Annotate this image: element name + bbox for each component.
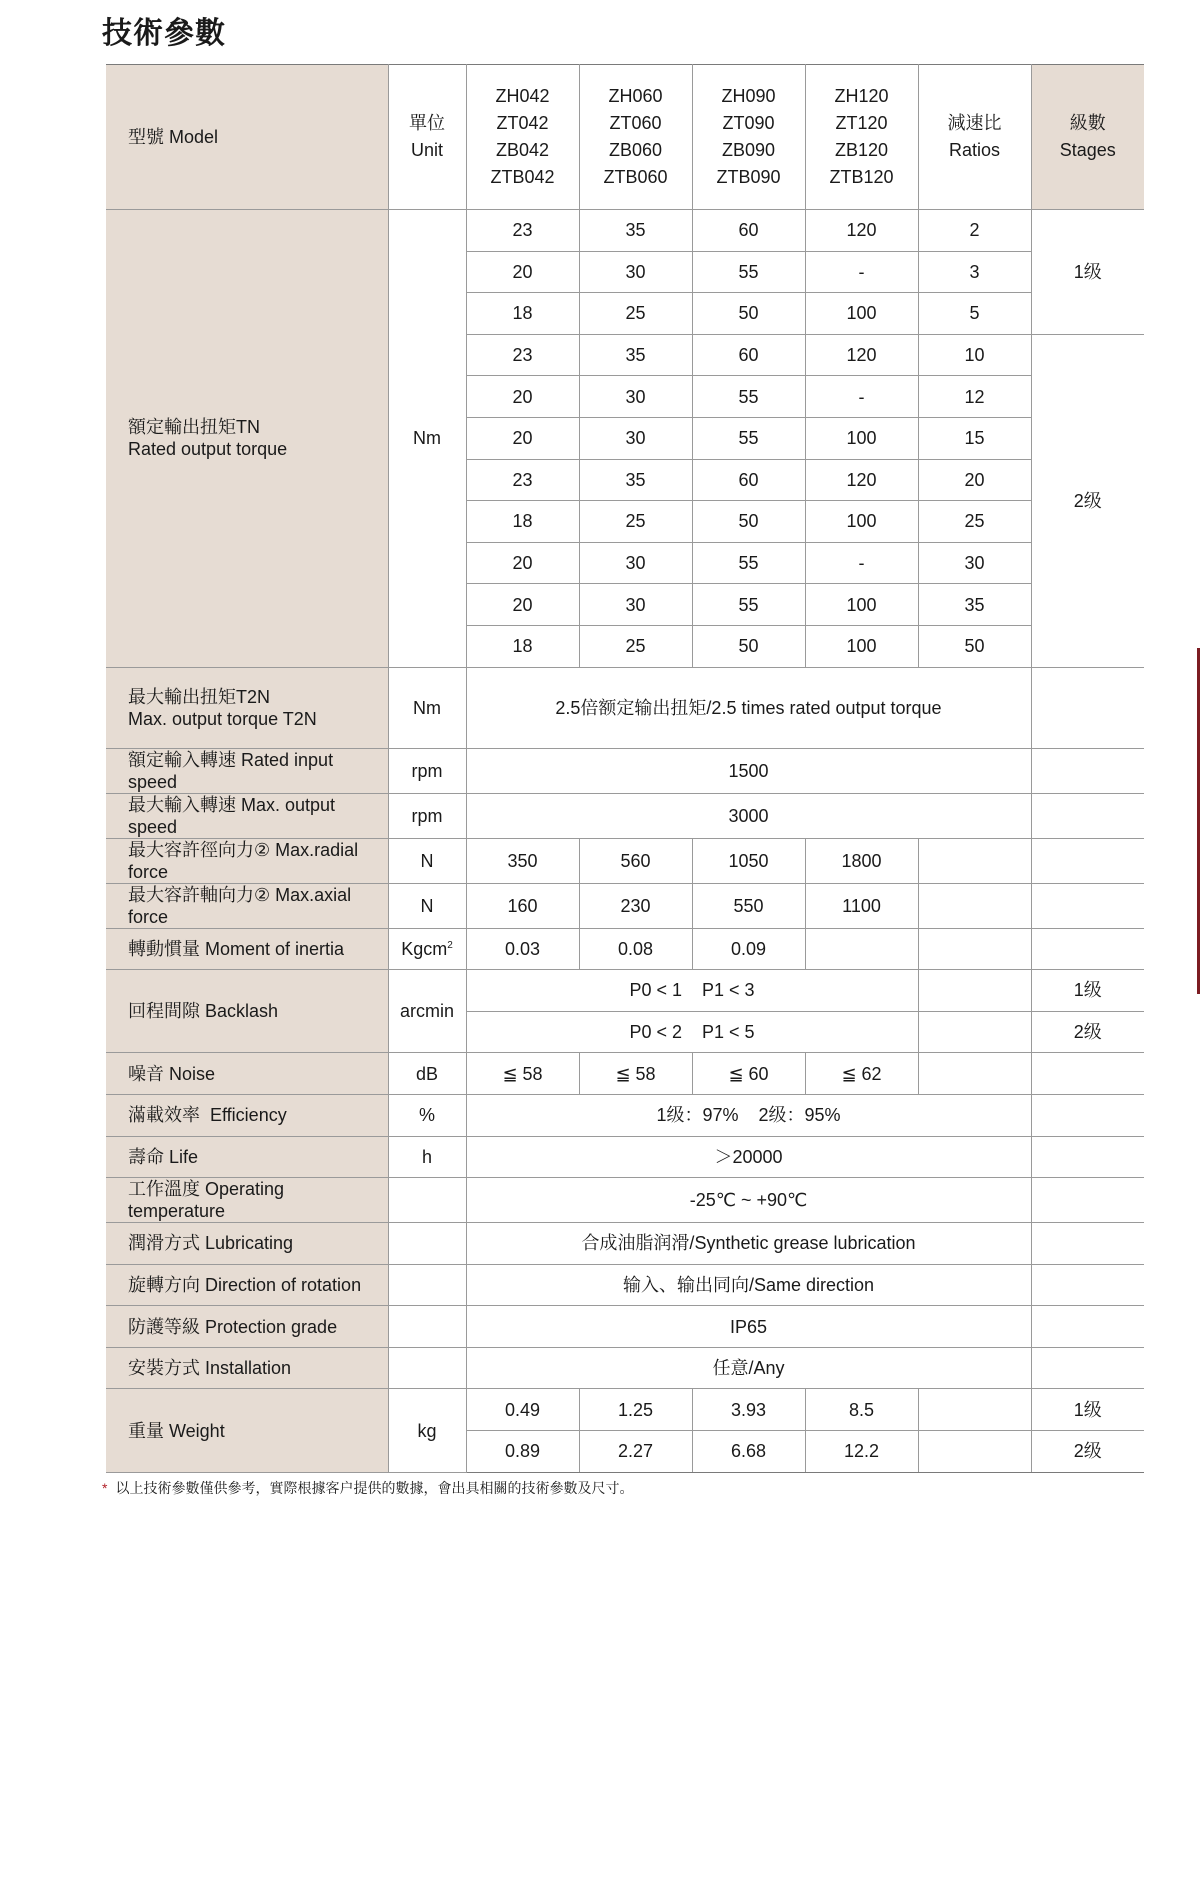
table-cell: 30 — [579, 542, 692, 584]
ratio-cell: 12 — [918, 376, 1031, 418]
footnote — [102, 1478, 633, 1498]
table-row — [106, 928, 1144, 970]
stage-cell: 1级 — [1031, 1389, 1144, 1431]
temperature-label: 工作溫度 Operating temperature — [106, 1178, 388, 1223]
empty-cell — [918, 970, 1031, 1012]
ratio-cell: 25 — [918, 501, 1031, 543]
footnote-text: 以上技術參數僅供參考，實際根據客户提供的數據，會出具相關的技術參數及尺寸。 — [115, 1480, 634, 1496]
table-cell: 0.49 — [466, 1389, 579, 1431]
installation-value: 任意/Any — [466, 1347, 1031, 1389]
model-header-120: ZH120 ZT120 ZB120 ZTB120 — [805, 65, 918, 210]
table-cell: 20 — [466, 417, 579, 459]
empty-cell — [918, 883, 1031, 928]
table-cell: 30 — [579, 376, 692, 418]
empty-cell — [1031, 1053, 1144, 1095]
inertia-unit — [388, 928, 466, 970]
table-cell: 6.68 — [692, 1431, 805, 1473]
empty-cell — [805, 928, 918, 970]
table-row — [106, 1389, 1144, 1431]
table-cell: - — [805, 542, 918, 584]
table-row — [106, 748, 1144, 793]
table-row — [106, 883, 1144, 928]
lubrication-value: 合成油脂润滑/Synthetic grease lubrication — [466, 1223, 1031, 1265]
temperature-value: -25℃ ~ +90℃ — [466, 1178, 1031, 1223]
empty-cell — [1031, 748, 1144, 793]
table-cell: - — [805, 376, 918, 418]
empty-cell — [1031, 667, 1144, 748]
empty-cell — [388, 1178, 466, 1223]
table-row — [106, 1264, 1144, 1306]
table-cell: 25 — [579, 625, 692, 667]
noise-unit: dB — [388, 1053, 466, 1095]
table-cell: 50 — [692, 501, 805, 543]
table-cell: 350 — [466, 838, 579, 883]
footnote-mark: * — [102, 1480, 108, 1496]
table-cell: 18 — [466, 625, 579, 667]
empty-cell — [918, 928, 1031, 970]
empty-cell — [388, 1347, 466, 1389]
ratio-header: 減速比 Ratios — [918, 65, 1031, 210]
empty-cell — [1031, 1178, 1144, 1223]
empty-cell — [388, 1223, 466, 1265]
table-row — [106, 1136, 1144, 1178]
table-row — [106, 667, 1144, 748]
table-cell: 60 — [692, 334, 805, 376]
stage-cell: 1级 — [1031, 970, 1144, 1012]
empty-cell — [918, 1011, 1031, 1053]
max-input-speed-value: 3000 — [466, 793, 1031, 838]
table-cell: 20 — [466, 584, 579, 626]
table-cell: 12.2 — [805, 1431, 918, 1473]
table-row — [106, 1094, 1144, 1136]
table-cell: 1050 — [692, 838, 805, 883]
empty-cell — [918, 1389, 1031, 1431]
table-cell: 23 — [466, 334, 579, 376]
table-row — [106, 838, 1144, 883]
stage-cell: 2级 — [1031, 1431, 1144, 1473]
backlash-unit: arcmin — [388, 970, 466, 1053]
table-cell: 120 — [805, 334, 918, 376]
table-cell: 560 — [579, 838, 692, 883]
empty-cell — [918, 1053, 1031, 1095]
stage-cell: 2级 — [1031, 334, 1144, 667]
table-row — [106, 210, 1144, 252]
efficiency-label: 滿載效率 Efficiency — [106, 1094, 388, 1136]
table-cell: 120 — [805, 459, 918, 501]
backlash-value-2 — [466, 1011, 918, 1053]
table-cell: 20 — [466, 542, 579, 584]
table-cell: 1.25 — [579, 1389, 692, 1431]
backlash-p1: P1 < 3 — [702, 980, 755, 1001]
stage-cell: 1级 — [1031, 210, 1144, 335]
empty-cell — [1031, 1094, 1144, 1136]
rated-input-speed-unit: rpm — [388, 748, 466, 793]
empty-cell — [1031, 1223, 1144, 1265]
empty-cell — [1031, 928, 1144, 970]
table-cell: 0.09 — [692, 928, 805, 970]
weight-unit: kg — [388, 1389, 466, 1472]
table-cell: 23 — [466, 210, 579, 252]
life-unit: h — [388, 1136, 466, 1178]
max-torque-value: 2.5倍额定输出扭矩/2.5 times rated output torque — [466, 667, 1031, 748]
table-cell: 100 — [805, 501, 918, 543]
ratio-cell: 30 — [918, 542, 1031, 584]
model-header-060: ZH060 ZT060 ZB060 ZTB060 — [579, 65, 692, 210]
model-header-090: ZH090 ZT090 ZB090 ZTB090 — [692, 65, 805, 210]
table-cell: 550 — [692, 883, 805, 928]
empty-cell — [1031, 1264, 1144, 1306]
max-torque-label: 最大輸出扭矩T2N Max. output torque T2N — [106, 667, 388, 748]
inertia-unit-text: Kgcm — [401, 938, 448, 959]
empty-cell — [1031, 838, 1144, 883]
rated-input-speed-label: 額定輸入轉速 Rated input speed — [106, 748, 388, 793]
table-row — [106, 793, 1144, 838]
table-cell: 55 — [692, 584, 805, 626]
radial-force-unit: N — [388, 838, 466, 883]
table-cell: 25 — [579, 293, 692, 335]
table-cell: 230 — [579, 883, 692, 928]
table-cell: 55 — [692, 542, 805, 584]
table-cell: 55 — [692, 251, 805, 293]
life-value: ＞20000 — [466, 1136, 1031, 1178]
max-input-speed-unit: rpm — [388, 793, 466, 838]
table-cell: 3.93 — [692, 1389, 805, 1431]
table-cell: 35 — [579, 210, 692, 252]
table-cell: 30 — [579, 417, 692, 459]
table-cell: 20 — [466, 251, 579, 293]
table-cell: 100 — [805, 293, 918, 335]
empty-cell — [1031, 1136, 1144, 1178]
noise-label: 噪音 Noise — [106, 1053, 388, 1095]
empty-cell — [1031, 883, 1144, 928]
table-cell: 20 — [466, 376, 579, 418]
table-cell: 100 — [805, 584, 918, 626]
empty-cell — [1031, 793, 1144, 838]
protection-label: 防護等級 Protection grade — [106, 1306, 388, 1348]
table-cell: 8.5 — [805, 1389, 918, 1431]
model-header-042: ZH042 ZT042 ZB042 ZTB042 — [466, 65, 579, 210]
unit-header: 單位 Unit — [388, 65, 466, 210]
table-cell: 30 — [579, 584, 692, 626]
rated-torque-label: 額定輸出扭矩TN Rated output torque — [106, 210, 388, 668]
table-cell: - — [805, 251, 918, 293]
table-cell: 35 — [579, 459, 692, 501]
table-cell: 30 — [579, 251, 692, 293]
table-cell: 35 — [579, 334, 692, 376]
table-row — [106, 1053, 1144, 1095]
backlash-label: 回程間隙 Backlash — [106, 970, 388, 1053]
table-cell: ≦ 58 — [466, 1053, 579, 1095]
table-row — [106, 970, 1144, 1012]
ratio-cell: 15 — [918, 417, 1031, 459]
table-cell: ≦ 62 — [805, 1053, 918, 1095]
table-row — [106, 1178, 1144, 1223]
table-cell: 18 — [466, 293, 579, 335]
table-cell: 1100 — [805, 883, 918, 928]
ratio-cell: 50 — [918, 625, 1031, 667]
table-cell: 0.89 — [466, 1431, 579, 1473]
max-torque-unit: Nm — [388, 667, 466, 748]
table-cell: 120 — [805, 210, 918, 252]
rotation-value: 输入、输出同向/Same direction — [466, 1264, 1031, 1306]
rotation-label: 旋轉方向 Direction of rotation — [106, 1264, 388, 1306]
ratio-cell: 10 — [918, 334, 1031, 376]
inertia-unit-sup: 2 — [447, 939, 453, 951]
life-label: 壽命 Life — [106, 1136, 388, 1178]
empty-cell — [1031, 1347, 1144, 1389]
efficiency-value: 1级：97% 2级：95% — [466, 1094, 1031, 1136]
ratio-cell: 20 — [918, 459, 1031, 501]
lubrication-label: 潤滑方式 Lubricating — [106, 1223, 388, 1265]
table-cell: 55 — [692, 417, 805, 459]
table-cell: 100 — [805, 417, 918, 459]
protection-value: IP65 — [466, 1306, 1031, 1348]
empty-cell — [388, 1306, 466, 1348]
ratio-cell: 35 — [918, 584, 1031, 626]
backlash-p0: P0 < 1 — [629, 980, 682, 1001]
installation-label: 安裝方式 Installation — [106, 1347, 388, 1389]
table-cell: 0.03 — [466, 928, 579, 970]
table-cell: ≦ 58 — [579, 1053, 692, 1095]
ratio-cell: 5 — [918, 293, 1031, 335]
table-row — [106, 1306, 1144, 1348]
weight-label: 重量 Weight — [106, 1389, 388, 1472]
empty-cell — [918, 838, 1031, 883]
backlash-p0: P0 < 2 — [629, 1022, 682, 1043]
table-cell: 2.27 — [579, 1431, 692, 1473]
ratio-cell: 2 — [918, 210, 1031, 252]
table-cell: 50 — [692, 293, 805, 335]
page-title: 技術參數 — [102, 17, 226, 50]
empty-cell — [918, 1431, 1031, 1473]
backlash-p1: P1 < 5 — [702, 1022, 755, 1043]
table-cell: 160 — [466, 883, 579, 928]
rated-torque-unit: Nm — [388, 210, 466, 668]
table-cell: ≦ 60 — [692, 1053, 805, 1095]
table-cell: 25 — [579, 501, 692, 543]
table-cell: 60 — [692, 459, 805, 501]
table-row — [106, 1347, 1144, 1389]
table-row — [106, 1223, 1144, 1265]
ratio-cell: 3 — [918, 251, 1031, 293]
stage-cell: 2级 — [1031, 1011, 1144, 1053]
empty-cell — [1031, 1306, 1144, 1348]
rated-input-speed-value: 1500 — [466, 748, 1031, 793]
spec-table — [106, 64, 1144, 1473]
table-cell: 18 — [466, 501, 579, 543]
max-input-speed-label: 最大輸入轉速 Max. output speed — [106, 793, 388, 838]
backlash-value-1 — [466, 970, 918, 1012]
table-cell: 100 — [805, 625, 918, 667]
radial-force-label: 最大容許徑向力② Max.radial force — [106, 838, 388, 883]
header-row — [106, 65, 1144, 210]
table-cell: 0.08 — [579, 928, 692, 970]
stage-header: 級數 Stages — [1031, 65, 1144, 210]
axial-force-unit: N — [388, 883, 466, 928]
model-header: 型號 Model — [106, 65, 388, 210]
table-cell: 50 — [692, 625, 805, 667]
table-cell: 60 — [692, 210, 805, 252]
table-cell: 1800 — [805, 838, 918, 883]
empty-cell — [388, 1264, 466, 1306]
axial-force-label: 最大容許軸向力② Max.axial force — [106, 883, 388, 928]
inertia-label: 轉動慣量 Moment of inertia — [106, 928, 388, 970]
table-cell: 55 — [692, 376, 805, 418]
table-cell: 23 — [466, 459, 579, 501]
efficiency-unit: % — [388, 1094, 466, 1136]
